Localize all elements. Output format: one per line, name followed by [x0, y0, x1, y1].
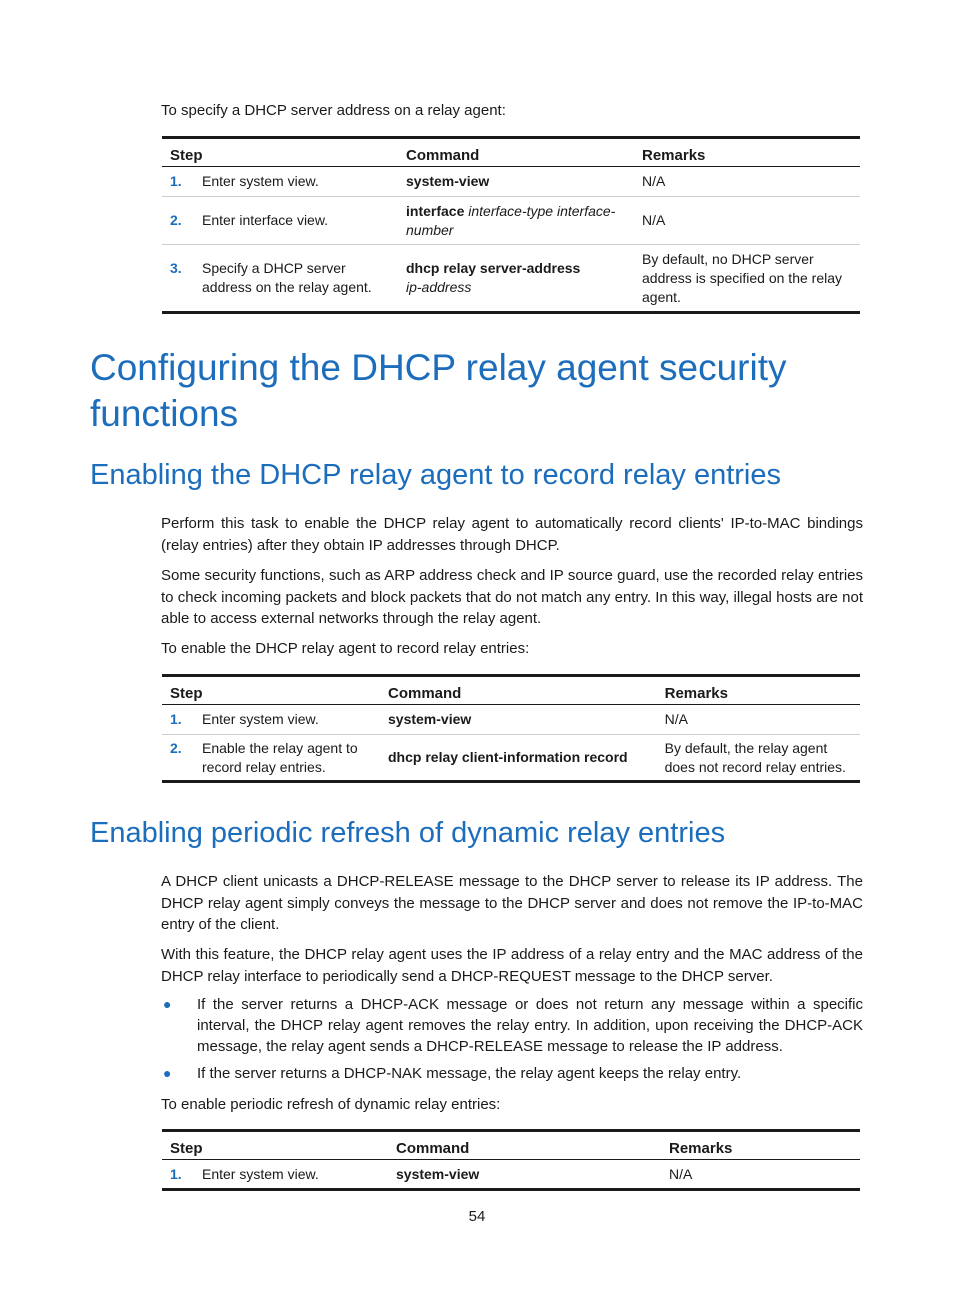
step-cell [162, 1160, 388, 1190]
step-text: Enter system view. [202, 711, 319, 727]
table3-intro: To enable periodic refresh of dynamic relay entries: [161, 1096, 501, 1113]
step-text: Specify a DHCP server address on the relay agent. [202, 260, 372, 295]
table-row [162, 167, 860, 197]
header-command: Command [380, 676, 657, 705]
page-number: 54 [468, 1208, 486, 1225]
command-keyword: system-view [396, 1165, 480, 1182]
command-keyword: dhcp relay server-address [406, 260, 581, 276]
header-command: Command [388, 1131, 661, 1160]
section-heading-record-relay-entries: Enabling the DHCP relay agent to record relay entries [90, 459, 782, 491]
paragraph-security-functions: Some security functions, such as ARP address check and IP source guard, use the recorded relay entries to check incoming packets and block packets that do not match any entry. In this way, illegal hosts are not able to access external networks through the relay agent. [161, 567, 863, 627]
remarks-cell: By default, no DHCP server address is specified on the relay agent. [634, 245, 860, 313]
step-number: 1. [170, 173, 182, 189]
table-header-row [162, 676, 860, 705]
paragraph-feature-description: With this feature, the DHCP relay agent uses the IP address of a relay entry and the MAC address of the DHCP relay interface to periodically send a DHCP-REQUEST message to the DHCP server. [161, 946, 863, 985]
table-header-row [162, 138, 860, 167]
list-item [161, 1063, 863, 1084]
command-argument: interface-type interface-number [406, 202, 616, 238]
remarks-cell: N/A [669, 1165, 693, 1182]
paragraph-dhcp-release: A DHCP client unicasts a DHCP-RELEASE message to the DHCP server to release its IP address. The DHCP relay agent simply conveys the message to the DHCP server and does not remove the IP-to-MAC entry of the client. [161, 873, 863, 933]
section-heading-periodic-refresh: Enabling periodic refresh of dynamic relay entries [90, 817, 726, 849]
table-row [162, 197, 860, 245]
step-number: 3. [170, 260, 182, 276]
remarks-cell: N/A [634, 197, 860, 245]
step-cell [162, 167, 398, 197]
command-cell [380, 705, 657, 735]
paragraph-record-intro: Perform this task to enable the DHCP relay agent to automatically record clients' IP-to-MAC bindings (relay entries) after they obtain IP addresses through DHCP. [161, 515, 863, 554]
command-keyword: interface [406, 202, 465, 219]
table-dhcp-server-address [162, 136, 860, 314]
command-keyword: dhcp relay client-information record [388, 749, 628, 765]
command-keyword: system-view [388, 711, 472, 727]
header-step: Step [162, 1131, 388, 1160]
list-item-text: If the server returns a DHCP-ACK message or does not return any message within a specific interval, the DHCP relay agent removes the relay entry. In addition, upon receiving the DHCP-ACK message, the relay agent sends a DHCP-RELEASE message to release the IP address. [197, 996, 863, 1055]
step-number: 2. [170, 739, 182, 756]
step-number: 1. [170, 711, 182, 727]
table-row [162, 735, 860, 782]
list-item-text: If the server returns a DHCP-NAK message, the relay agent keeps the relay entry. [197, 1065, 742, 1082]
step-text: Enter system view. [202, 1165, 319, 1182]
table-row [162, 245, 860, 313]
remarks-cell: By default, the relay agent does not record relay entries. [657, 735, 860, 782]
step-text: Enter system view. [202, 173, 319, 189]
remarks-cell: N/A [642, 173, 666, 189]
command-argument: ip-address [406, 279, 472, 295]
command-cell [380, 735, 657, 782]
table2-intro: To enable the DHCP relay agent to record relay entries: [161, 640, 530, 657]
step-cell [162, 735, 380, 782]
header-remarks: Remarks [657, 676, 860, 705]
header-remarks: Remarks [634, 138, 860, 167]
bullet-icon: ● [163, 996, 172, 1012]
bullet-list [161, 994, 863, 1090]
table-header-row [162, 1131, 860, 1160]
command-cell [398, 197, 634, 245]
page-title: Configuring the DHCP relay agent security functions [90, 347, 787, 434]
command-cell [388, 1160, 661, 1190]
bullet-icon: ● [163, 1065, 172, 1081]
step-cell [162, 705, 380, 735]
header-command: Command [398, 138, 634, 167]
step-number: 2. [170, 212, 182, 228]
step-number: 1. [170, 1165, 182, 1182]
command-keyword: system-view [406, 173, 490, 189]
header-step: Step [162, 676, 380, 705]
list-item [161, 994, 863, 1057]
header-remarks: Remarks [661, 1131, 860, 1160]
step-cell [162, 245, 398, 313]
header-step: Step [162, 138, 398, 167]
step-text: Enter interface view. [202, 212, 329, 228]
table-periodic-refresh [162, 1129, 860, 1191]
table-record-relay-entries [162, 674, 860, 783]
table-row [162, 705, 860, 735]
command-cell [398, 167, 634, 197]
step-text: Enable the relay agent to record relay entries. [202, 739, 358, 775]
command-cell [398, 245, 634, 313]
step-cell [162, 197, 398, 245]
remarks-cell: N/A [664, 711, 688, 727]
table-row [162, 1160, 860, 1190]
table1-intro: To specify a DHCP server address on a relay agent: [161, 102, 506, 119]
